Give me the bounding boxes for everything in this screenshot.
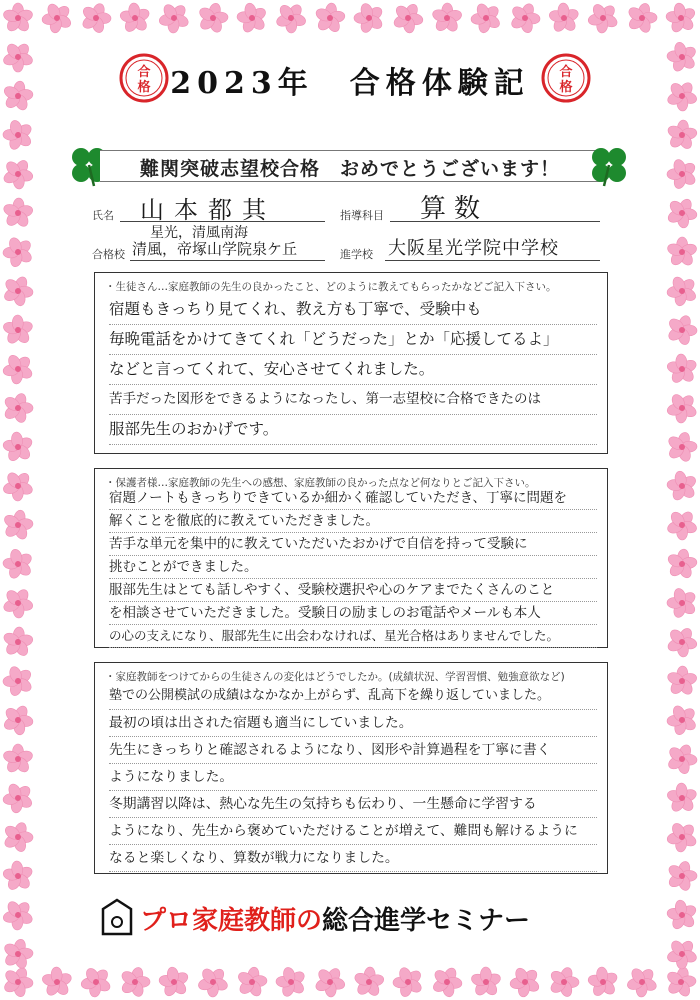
subject-value: 算数 <box>420 194 489 224</box>
footer-brand <box>140 900 530 937</box>
seal-char-top: 合 <box>137 65 151 80</box>
change-answer <box>109 683 597 872</box>
cherry-blossom-icon <box>0 113 39 156</box>
answer-line: 宿題もきっちり見てくれ、教え方も丁寧で、受験中も <box>109 295 597 325</box>
cherry-blossom-icon <box>0 776 40 820</box>
cherry-blossom-icon <box>661 465 700 508</box>
cherry-blossom-icon <box>233 964 270 1000</box>
cherry-blossom-icon <box>582 961 623 1000</box>
cherry-blossom-icon <box>352 966 386 999</box>
answer-line: 苦手だった図形をできるようになったし、第一志望校に合格できたのは <box>109 385 597 415</box>
cherry-blossom-icon <box>0 817 38 856</box>
cherry-blossom-icon <box>153 961 195 1000</box>
cherry-blossom-icon <box>0 426 38 468</box>
cherry-blossom-icon <box>231 0 273 40</box>
cherry-blossom-icon <box>660 581 700 625</box>
cherry-blossom-icon <box>0 855 38 897</box>
cherry-blossom-icon <box>35 0 79 40</box>
answer-line: 先生にきっちりと確認されるようになり、図形や計算過程を丁寧に書く <box>109 737 597 764</box>
cherry-blossom-icon <box>665 665 698 697</box>
change-question: ・家庭教師をつけてからの生徒さんの変化はどうでしたか。(成績状況、学習習慣、勉強意欲など) <box>105 671 565 683</box>
cherry-blossom-icon <box>662 778 700 819</box>
passed-schools-line1: 星光，清風南海 <box>150 225 248 241</box>
cherry-blossom-icon <box>426 962 468 1000</box>
cherry-blossom-icon <box>0 507 37 543</box>
cherry-blossom-icon <box>1 197 35 230</box>
cherry-blossom-icon <box>0 389 38 428</box>
student-question: ・生徒さん…家庭教師の先生の良かったこと、どのように教えてもらったかなどご記入下さい。 <box>105 281 557 293</box>
cherry-blossom-icon <box>660 698 700 742</box>
cherry-blossom-icon <box>464 0 508 40</box>
cherry-blossom-icon <box>0 310 38 350</box>
cherry-blossom-icon <box>660 815 700 859</box>
answer-line: の心の支えになり、服部先生に出会わなければ、星光合格はありませんでした。 <box>109 625 597 648</box>
cherry-blossom-icon <box>0 893 40 937</box>
congratulations-banner <box>100 150 600 182</box>
cherry-blossom-icon <box>664 547 700 582</box>
answer-line: 服部先生のおかげです。 <box>109 415 597 445</box>
answer-line: ようになりました。 <box>109 764 597 791</box>
cherry-blossom-icon <box>76 0 116 38</box>
answer-line: 塾での公開模試の成績はなかなか上がらず、乱高下を繰り返していました。 <box>109 683 597 710</box>
cherry-blossom-icon <box>2 3 34 33</box>
passed-schools-line2: 清風，帝塚山学院泉ケ丘 <box>132 240 298 258</box>
cherry-blossom-icon <box>74 960 118 1000</box>
cherry-blossom-icon <box>0 153 39 195</box>
cherry-blossom-icon <box>0 230 40 274</box>
cherry-blossom-icon <box>1 625 36 659</box>
cherry-blossom-icon <box>663 428 700 466</box>
answer-line: 服部先生はとても話しやすく、受験校選択や心のケアまでたくさんのこと <box>109 579 597 602</box>
cherry-blossom-icon <box>503 960 547 1000</box>
answer-line: なると楽しくなり、算数が戦力になりました。 <box>109 845 597 872</box>
cherry-blossom-icon <box>115 963 154 1000</box>
footer-brand-tagline: プロ家庭教師の <box>140 906 323 936</box>
cherry-blossom-icon <box>622 0 661 37</box>
cherry-blossom-icon <box>666 237 698 268</box>
cherry-blossom-icon <box>269 960 312 1000</box>
parent-question: ・保護者様…家庭教師の先生への感想、家庭教師の良かった点など何なりとご記入下さい。 <box>105 477 536 489</box>
cherry-blossom-icon <box>431 2 464 33</box>
cherry-blossom-icon <box>662 348 700 389</box>
student-answer <box>109 295 597 445</box>
cherry-blossom-icon <box>660 0 700 39</box>
parent-comment-box <box>94 468 608 648</box>
seal-char-bottom: 格 <box>559 80 573 95</box>
footer-brand-name: 総合進学セミナー <box>322 906 531 936</box>
page-title: 2023年 合格体験記 <box>170 66 530 101</box>
answer-line: 冬期講習以降は、熱心な先生の気持ちも伝わり、一生懸命に学習する <box>109 791 597 818</box>
cherry-blossom-icon <box>620 960 664 1000</box>
name-label: 氏名 <box>92 209 114 222</box>
answer-line: 解くことを徹底的に教えていただきました。 <box>109 510 597 533</box>
cherry-blossom-icon <box>661 739 700 779</box>
enrolled-school: 大阪星光学院中学校 <box>388 238 559 259</box>
cherry-blossom-icon <box>660 152 700 196</box>
cherry-blossom-icon <box>662 964 700 1000</box>
cherry-blossom-icon <box>114 0 155 39</box>
answer-line: を相談させていただきました。受験日の励ましのお電話やメールも本人 <box>109 602 597 625</box>
cherry-blossom-icon <box>308 961 351 1000</box>
cherry-blossom-icon <box>347 0 390 40</box>
cherry-blossom-icon <box>504 0 545 38</box>
answer-line: ようになり、先生から褒めていただけることが増えて、難問も解けるように <box>109 818 597 845</box>
change-comment-box <box>94 662 608 874</box>
cherry-blossom-icon <box>661 894 700 936</box>
answer-line: 苦手な単元を集中的に教えていただいたおかげで自信を持って受験に <box>109 533 597 556</box>
cherry-blossom-icon <box>660 504 700 547</box>
cherry-blossom-icon <box>660 269 700 313</box>
answer-line: 宿題ノートもきっちりできているか細かく確認していただき、丁寧に問題を <box>109 487 597 510</box>
student-comment-box <box>94 272 608 454</box>
enrolled-school-label: 進学校 <box>340 248 373 261</box>
cherry-blossom-icon <box>661 621 700 663</box>
cherry-blossom-icon <box>37 962 77 1000</box>
cherry-blossom-icon <box>0 936 37 973</box>
cherry-blossom-icon <box>660 386 700 430</box>
cherry-blossom-icon <box>312 1 348 36</box>
cherry-blossom-icon <box>0 271 39 312</box>
cherry-blossom-icon <box>0 582 39 625</box>
cherry-blossom-icon <box>544 963 584 1000</box>
parent-answer <box>109 487 597 648</box>
cherry-blossom-icon <box>269 0 312 40</box>
answer-line: などと言ってくれて、安心させてくれました。 <box>109 355 597 385</box>
passed-schools-label: 合格校 <box>92 248 125 261</box>
banner-text: 難関突破志望校合格 おめでとうございます！ <box>139 158 560 180</box>
cherry-blossom-icon <box>661 192 700 234</box>
cherry-blossom-icon <box>387 0 429 39</box>
cherry-blossom-icon <box>191 960 235 1000</box>
cherry-blossom-icon <box>662 310 700 350</box>
seminar-logo-icon <box>100 898 134 936</box>
pass-seal-right-icon <box>540 52 592 104</box>
cherry-blossom-icon <box>0 962 39 1000</box>
seal-char-bottom: 格 <box>137 80 151 95</box>
student-name: 山本都其 <box>140 196 276 224</box>
cherry-blossom-icon <box>544 0 584 39</box>
cherry-blossom-icon <box>0 543 39 586</box>
answer-line: 挑むことができました。 <box>109 556 597 579</box>
cherry-blossom-icon <box>581 0 625 40</box>
cherry-blossom-icon <box>466 962 505 1000</box>
cherry-blossom-icon <box>194 0 232 37</box>
cherry-blossom-icon <box>2 744 34 774</box>
cherry-blossom-icon <box>662 857 700 895</box>
cherry-blossom-icon <box>0 659 40 703</box>
answer-line: 毎晩電話をかけてきてくれ「どうだった」とか「応援してるよ」 <box>109 325 597 355</box>
cherry-blossom-icon <box>152 0 196 40</box>
subject-label: 指導科目 <box>340 209 384 222</box>
seal-char-top: 合 <box>559 65 573 80</box>
cherry-blossom-icon <box>0 700 39 741</box>
four-leaf-clover-icon <box>586 142 632 188</box>
answer-line: 最初の頃は出された宿題も適当にしていました。 <box>109 710 597 737</box>
cherry-blossom-icon <box>0 464 40 508</box>
cherry-blossom-icon <box>664 118 699 152</box>
cherry-blossom-icon <box>0 347 40 391</box>
cherry-blossom-icon <box>386 960 430 1000</box>
